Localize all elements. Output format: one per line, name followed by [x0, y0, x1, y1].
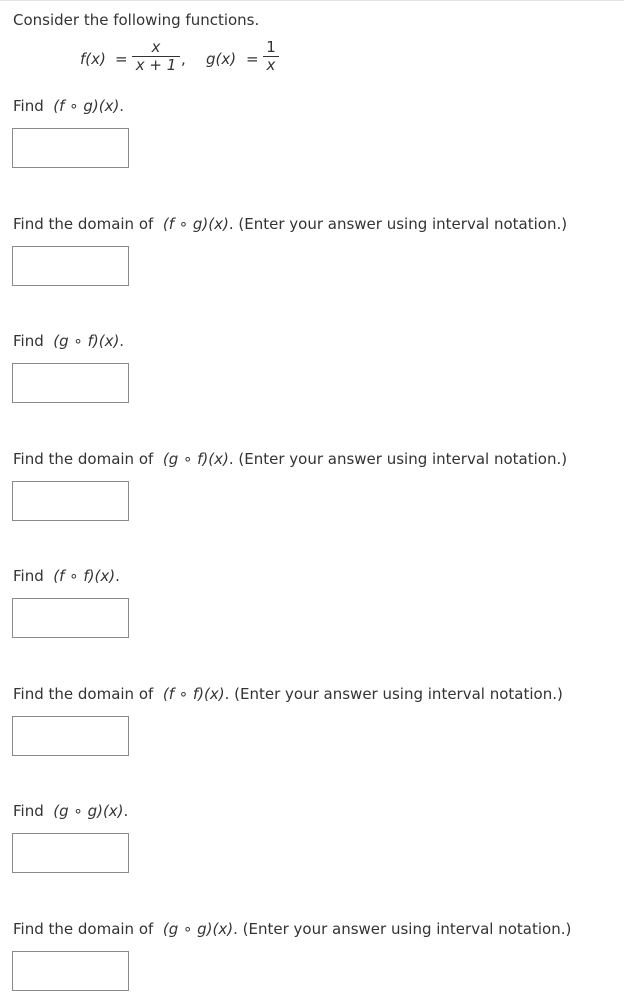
question-expression: (g ∘ g)(x): [162, 920, 234, 938]
question-expression: (f ∘ f)(x): [162, 685, 225, 703]
answer-input-3[interactable]: [12, 363, 129, 403]
function-definitions: [0, 36, 624, 80]
answer-input-6[interactable]: [12, 716, 129, 756]
question-expression: (f ∘ f)(x): [53, 567, 116, 585]
f-equals: =: [115, 50, 128, 68]
comma: ,: [181, 50, 186, 68]
g-equals: =: [246, 50, 259, 68]
answer-input-7[interactable]: [12, 833, 129, 873]
question-1: Find (f ∘ g)(x).: [13, 97, 125, 115]
question-6: Find the domain of (f ∘ f)(x). (Enter your answer using interval notation.): [13, 685, 563, 703]
top-divider: [0, 0, 624, 1]
g-label: g(x): [206, 50, 237, 68]
intro-text: Consider the following functions.: [13, 11, 260, 29]
f-numerator: x: [151, 38, 161, 56]
question-3: Find (g ∘ f)(x).: [13, 332, 125, 350]
g-numerator: 1: [266, 38, 276, 56]
answer-input-1[interactable]: [12, 128, 129, 168]
answer-input-4[interactable]: [12, 481, 129, 521]
question-expression: (f ∘ g)(x): [162, 215, 229, 233]
f-label: f(x): [80, 50, 106, 68]
question-expression: (g ∘ g)(x): [53, 802, 124, 820]
question-expression: (f ∘ g)(x): [53, 97, 120, 115]
question-5: Find (f ∘ f)(x).: [13, 567, 120, 585]
question-expression: (g ∘ f)(x): [162, 450, 229, 468]
g-denominator: x: [266, 56, 276, 74]
question-4: Find the domain of (g ∘ f)(x). (Enter your answer using interval notation.): [13, 450, 568, 468]
g-fraction: [263, 39, 279, 74]
question-2: Find the domain of (f ∘ g)(x). (Enter your answer using interval notation.): [13, 215, 568, 233]
question-7: Find (g ∘ g)(x).: [13, 802, 129, 820]
question-expression: (g ∘ f)(x): [53, 332, 120, 350]
answer-input-5[interactable]: [12, 598, 129, 638]
answer-input-8[interactable]: [12, 951, 129, 991]
f-fraction: [132, 39, 180, 74]
f-denominator: x + 1: [135, 56, 177, 74]
question-8: Find the domain of (g ∘ g)(x). (Enter your answer using interval notation.): [13, 920, 572, 938]
answer-input-2[interactable]: [12, 246, 129, 286]
